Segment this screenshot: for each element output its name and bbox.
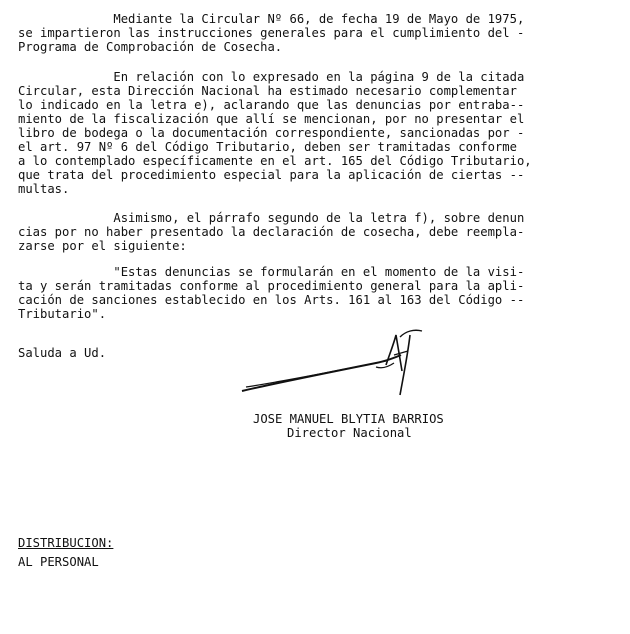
text-line: ta y serán tramitadas conforme al procedimiento general para la apli- (18, 279, 525, 293)
closing: Saluda a Ud. (18, 346, 107, 360)
text-line: miento de la fiscalización que allí se mencionan, por no presentar el (18, 112, 525, 126)
text-line: zarse por el siguiente: (18, 239, 187, 253)
text-line: que trata del procedimiento especial para la aplicación de ciertas -- (18, 168, 525, 182)
text-line: libro de bodega o la documentación correspondiente, sancionadas por - (18, 126, 525, 140)
text-line: Programa de Comprobación de Cosecha. (18, 40, 283, 54)
signer-name: JOSE MANUEL BLYTIA BARRIOS (253, 412, 444, 426)
text-line: Circular, esta Dirección Nacional ha estimado necesario complementar (18, 84, 517, 98)
text-line: Asimismo, el párrafo segundo de la letra f), sobre denun (18, 211, 525, 225)
text-line: Tributario". (18, 307, 107, 321)
text-line: multas. (18, 182, 70, 196)
text-line: "Estas denuncias se formularán en el momento de la visi- (18, 265, 525, 279)
text-line: el art. 97 Nº 6 del Código Tributario, deben ser tramitadas conforme (18, 140, 517, 154)
signature-image (236, 325, 436, 405)
text-line: a lo contemplado específicamente en el art. 165 del Código Tributario, (18, 154, 532, 168)
text-line: Mediante la Circular Nº 66, de fecha 19 de Mayo de 1975, (18, 12, 525, 26)
text-line: lo indicado en la letra e), aclarando que las denuncias por entraba-- (18, 98, 525, 112)
distribution-heading: DISTRIBUCION: (18, 536, 114, 550)
text-line: cias por no haber presentado la declaración de cosecha, debe reempla- (18, 225, 525, 239)
text-line: cación de sanciones establecido en los Arts. 161 al 163 del Código -- (18, 293, 525, 307)
text-line: se impartieron las instrucciones generales para el cumplimiento del - (18, 26, 525, 40)
distribution-item: AL PERSONAL (18, 555, 99, 569)
signer-title: Director Nacional (287, 426, 412, 440)
text-line: En relación con lo expresado en la página 9 de la citada (18, 70, 525, 84)
